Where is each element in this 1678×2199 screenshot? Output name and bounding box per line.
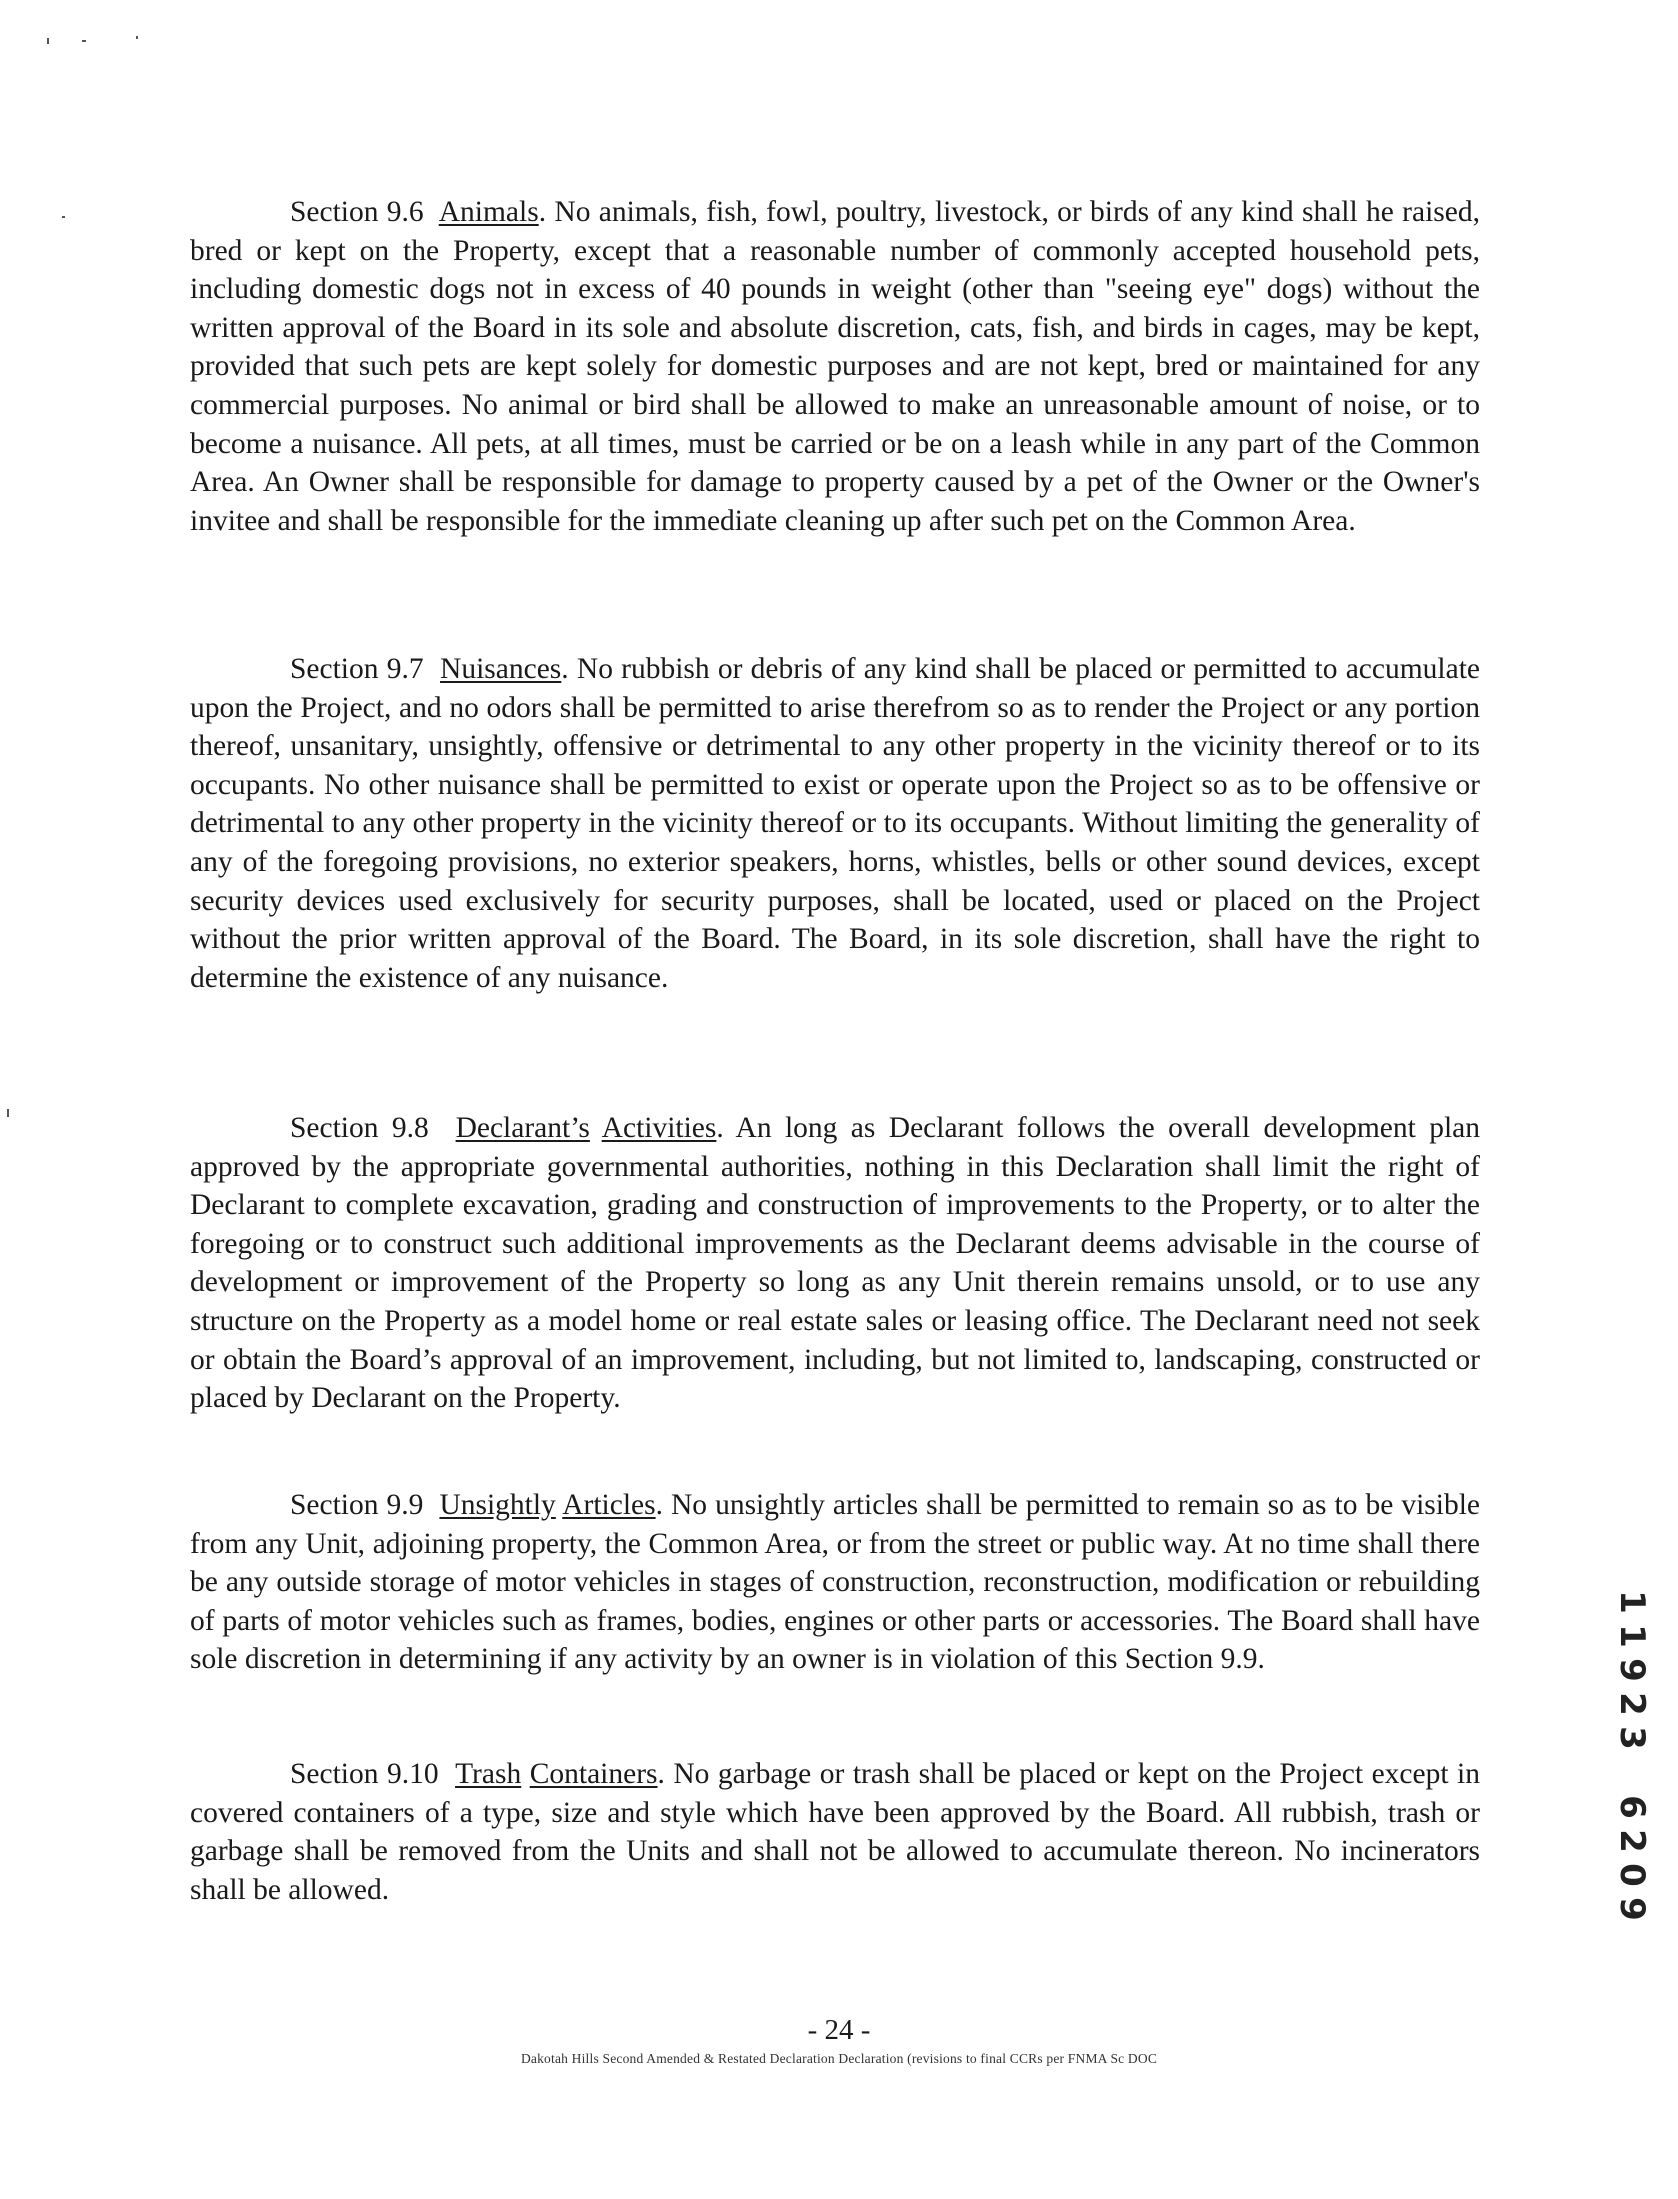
stamp-digit: 6 [1612,1795,1652,1819]
section-title-part-2: Articles [562,1489,656,1521]
stamp-digit: 9 [1612,1658,1652,1682]
stamp-digit: 2 [1612,1829,1652,1853]
margin-stamp-upper [1612,1585,1652,1755]
section-body: . No rubbish or debris of any kind shall be placed or permitted to accumulate upon the Project, and no odors shall be permitted to arise therefrom so as to render the Project or any portion thereof, unsanitary, unsightly, offensive or detrimental to any other property in the vicinity thereof or to its occupants. No other nuisance shall be permitted to exist or operate upon the Project so as to be offensive or detrimental to any other property in the vicinity thereof or to its occupants. Without limiting the generality of any of the foregoing provisions, no exterior speakers, horns, whistles, bells or other sound devices, except security devices used exclusively for security purposes, shall be located, used or placed on the Project without the prior written approval of the Board. The Board, in its sole discretion, shall have the right to determine the existence of any nuisance. [190,653,1481,994]
stamp-digit: 9 [1612,1897,1652,1921]
section-body: . No garbage or trash shall be placed or kept on the Project except in covered containers of a type, size and style which have been approved by the Board. All rubbish, trash or garbage shall be removed from the Units and shall not be allowed to accumulate thereon. No incinerators shall be allowed. [190,1758,1481,1906]
section-body: . No unsightly articles shall be permitted to remain so as to be visible from any Unit, adjoining property, the Common Area, or from the street or public way. At no time shall there be any outside storage of motor vehicles in stages of construction, reconstruction, modification or rebuilding of parts of motor vehicles such as frames, bodies, engines or other parts or accessories. The Board shall have sole discretion in determining if any activity by an owner is in violation of this Section 9.9. [190,1489,1481,1676]
section-number: Section 9.10 [290,1758,439,1790]
scan-speck [136,36,138,39]
section-title-part-2: Activities [601,1112,717,1144]
page-number: - 24 - [807,2014,871,2046]
stamp-digit: 1 [1612,1624,1652,1648]
section-title-part-1: Trash [455,1758,522,1790]
section-title-part-1: Declarant’s [455,1112,590,1144]
section-title-part-2: Containers [529,1758,658,1790]
stamp-digit: 1 [1612,1590,1652,1614]
scan-speck [62,216,65,218]
section-number: Section 9.6 [290,196,424,228]
section-9-10 [190,1755,1480,1909]
section-9-9 [190,1486,1480,1679]
section-title-part-1: Unsightly [439,1489,556,1521]
section-number: Section 9.7 [290,653,424,685]
margin-stamp-lower [1612,1790,1652,1926]
stamp-digit: 2 [1612,1692,1652,1716]
document-footer: Dakotah Hills Second Amended & Restated Declaration Declaration (revisions to final CCRs per FNMA Sc DOC [520,2051,1158,2066]
scan-speck [7,1109,9,1117]
scan-speck [47,38,49,44]
scan-speck [82,40,86,42]
section-9-8 [190,1109,1480,1418]
section-number: Section 9.9 [290,1489,424,1521]
section-body: . No animals, fish, fowl, poultry, livestock, or birds of any kind shall he raised, bred or kept on the Property, except that a reasonable number of commonly accepted household pets, including domestic dogs not in excess of 40 pounds in weight (other than "seeing eye" dogs) without the written approval of the Board in its sole and absolute discretion, cats, fish, and birds in cages, may be kept, provided that such pets are kept solely for domestic purposes and are not kept, bred or maintained for any commercial purposes. No animal or bird shall be allowed to make an unreasonable amount of noise, or to become a nuisance. All pets, at all times, must be carried or be on a leash while in any part of the Common Area. An Owner shall be responsible for damage to property caused by a pet of the Owner or the Owner's invitee and shall be responsible for the immediate cleaning up after such pet on the Common Area. [190,196,1480,537]
stamp-digit: 0 [1612,1863,1652,1887]
section-9-7 [190,650,1480,997]
stamp-digit: 3 [1612,1726,1652,1750]
section-body: . An long as Declarant follows the overall development plan approved by the appropriate governmental authorities, nothing in this Declaration shall limit the right of Declarant to complete excavation, grading and construction of improvements to the Property, or to alter the foregoing or to construct such additional improvements as the Declarant deems advisable in the course of development or improvement of the Property so long as any Unit therein remains unsold, or to use any structure on the Property as a model home or real estate sales or leasing office. The Declarant need not seek or obtain the Board’s approval of an improvement, including, but not limited to, landscaping, constructed or placed by Declarant on the Property. [190,1112,1480,1415]
section-number: Section 9.8 [290,1112,429,1144]
section-9-6 [190,193,1480,540]
section-title: Animals [438,196,539,228]
section-title: Nuisances [440,653,562,685]
